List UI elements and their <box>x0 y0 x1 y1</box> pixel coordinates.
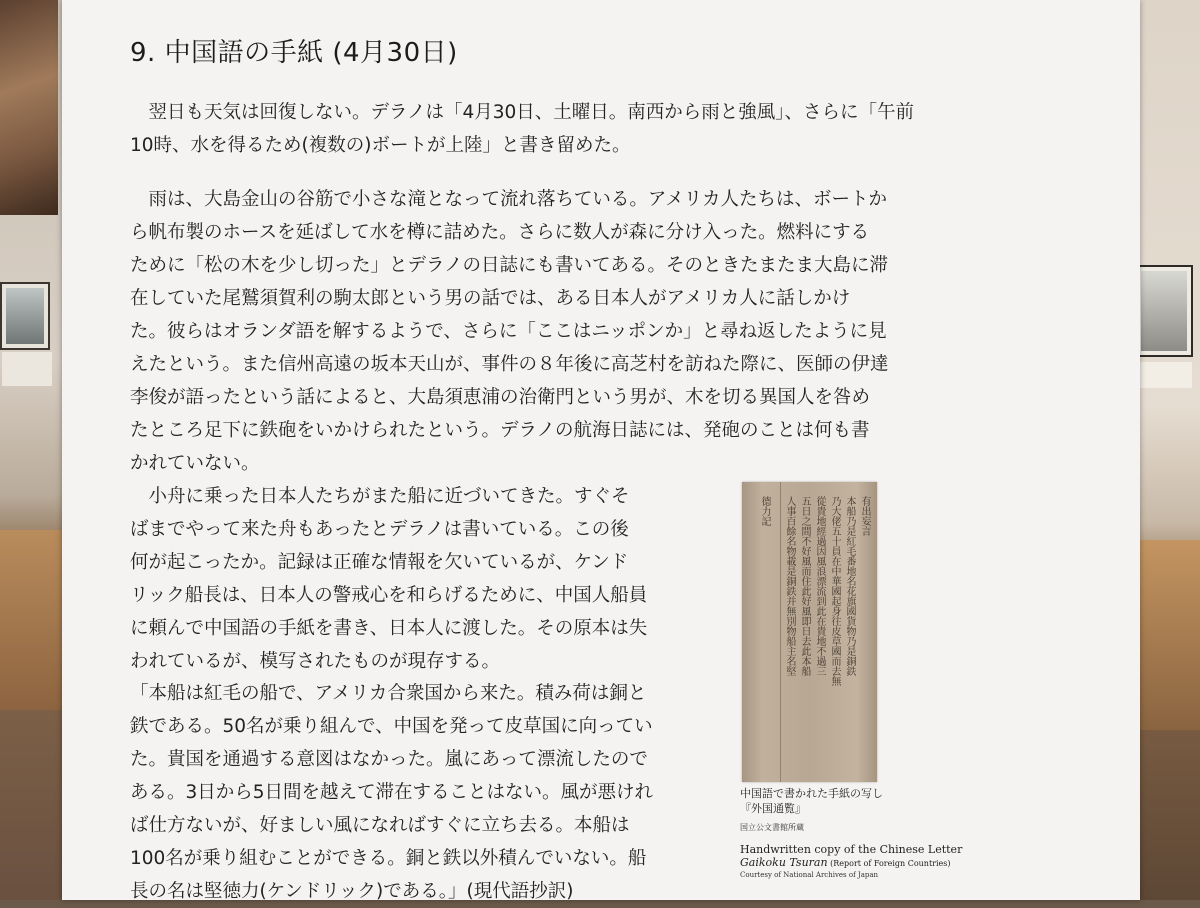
letter-translation-quote <box>130 677 720 908</box>
scroll-text-column: 乃大佬五十員在中華國起身往皮草國而去無 <box>829 496 840 686</box>
paragraph-line: 翌日も天気は回復しない。デラノは「4月30日、土曜日。南西から雨と強風」、さらに「午前 <box>130 102 915 123</box>
caption-ja-source: 国立公文書館所蔵 <box>740 823 804 832</box>
quote-line: ば仕方ないが、好ましい風になればすぐに立ち去る。本船は <box>130 815 630 836</box>
display-case-left <box>0 530 64 710</box>
paragraph-line: た。彼らはオランダ語を解するようで、さらに「ここはニッポンか」と尋ね返したように見 <box>130 321 887 342</box>
paragraph-line: に頼んで中国語の手紙を書き、日本人に渡した。その原本は失 <box>130 618 648 639</box>
caption-en-source: Courtesy of National Archives of Japan <box>740 871 879 879</box>
framed-photo-left <box>0 282 50 350</box>
paragraph-line: 李俊が語ったという話によると、大島須恵浦の治衛門という男が、木を切る異国人を咎め <box>130 387 871 408</box>
caption-en-line: Handwritten copy of the Chinese Letter <box>740 843 963 856</box>
chinese-letter-facsimile-image <box>742 482 877 782</box>
paragraph-line: 雨は、大島金山の谷筋で小さな滝となって流れ落ちている。アメリカ人たちは、ボートか <box>130 189 888 210</box>
paragraph-line: 10時、水を得るため(複数の)ボートが上陸」と書き留めた。 <box>130 135 631 156</box>
ship-painting-left <box>0 0 58 215</box>
caption-ja-title: 『外国通覧』 <box>740 802 806 815</box>
quote-line: 鉄である。50名が乗り組んで、中国を発って皮草国に向ってい <box>130 716 653 737</box>
scroll-text-column: 本船乃是紅毛番地名花旗國貨物乃是銅鉄 <box>844 496 855 676</box>
paragraph-3 <box>130 480 710 678</box>
caption-en-subtitle: (Report of Foreign Countries) <box>827 859 951 868</box>
background-wall-right <box>1140 0 1200 900</box>
paragraph-line: 何が起こったか。記録は正確な情報を欠いているが、ケンド <box>130 552 629 573</box>
caption-en-title: Gaikoku Tsuran <box>740 856 828 869</box>
quote-line: 長の名は堅徳力(ケンドリック)である。」(現代語抄訳) <box>130 881 574 902</box>
scroll-text-column: 五日之間不好風而住此好風即日去此本船 <box>799 496 810 676</box>
panel-title: 9. 中国語の手紙 (4月30日) <box>130 38 458 68</box>
paragraph-line: たところ足下に鉄砲をいかけられたという。デラノの航海日誌には、発砲のことは何も書 <box>130 420 870 441</box>
caption-en-title-line <box>740 856 970 870</box>
paragraph-line: ために「松の木を少し切った」とデラノの日誌にも書いてある。そのときたまたま大島に滞 <box>130 255 888 276</box>
scroll-text-column: 德力記 <box>759 496 770 526</box>
scroll-fold-line <box>780 482 781 782</box>
paragraph-line: リック船長は、日本人の警戒心を和らげるために、中国人船員 <box>130 585 648 606</box>
paragraph-1 <box>130 96 952 162</box>
paragraph-line: かれていない。 <box>130 453 260 474</box>
paragraph-line: 在していた尾鷲須賀利の駒太郎という男の話では、ある日本人がアメリカ人に話しかけ <box>130 288 851 309</box>
framed-ship-photo-right <box>1135 265 1193 357</box>
figure-caption-english <box>740 843 970 870</box>
quote-line: ある。3日から5日間を越えて滞在することはない。風が悪けれ <box>130 782 654 803</box>
paragraph-line: 小舟に乗った日本人たちがまた船に近づいてきた。すぐそ <box>130 486 630 507</box>
quote-line: 「本船は紅毛の船で、アメリカ合衆国から来た。積み荷は銅と <box>130 683 647 704</box>
caption-ja-line: 中国語で書かれた手紙の写し <box>740 787 883 800</box>
scroll-text-column: 從貴地經過因風浪漂流到此在貴地不過三 <box>814 496 825 676</box>
quote-line: た。貴国を通過する意図はなかった。嵐にあって漂流したので <box>130 749 648 770</box>
paragraph-line: ばまでやって来た舟もあったとデラノは書いている。この後 <box>130 519 629 540</box>
figure-caption-japanese <box>740 786 960 816</box>
scroll-text-column: 有出妄言 <box>859 496 870 536</box>
exhibit-label-right <box>1136 362 1192 388</box>
paragraph-line: ら帆布製のホースを延ばして水を樽に詰めた。さらに数人が森に分け入った。燃料にする <box>130 222 870 243</box>
quote-line: 100名が乗り組むことができる。銅と鉄以外積んでいない。船 <box>130 848 647 869</box>
paragraph-line: われているが、模写されたものが現存する。 <box>130 651 501 672</box>
exhibit-label-left <box>2 352 52 386</box>
paragraph-line: えたという。また信州高遠の坂本天山が、事件の８年後に高芝村を訪ねた際に、医師の伊達 <box>130 354 889 375</box>
scroll-text-column: 人事百餘名物載是銅鉄并無別物船主名堅 <box>784 496 795 676</box>
paragraph-2 <box>130 183 952 480</box>
